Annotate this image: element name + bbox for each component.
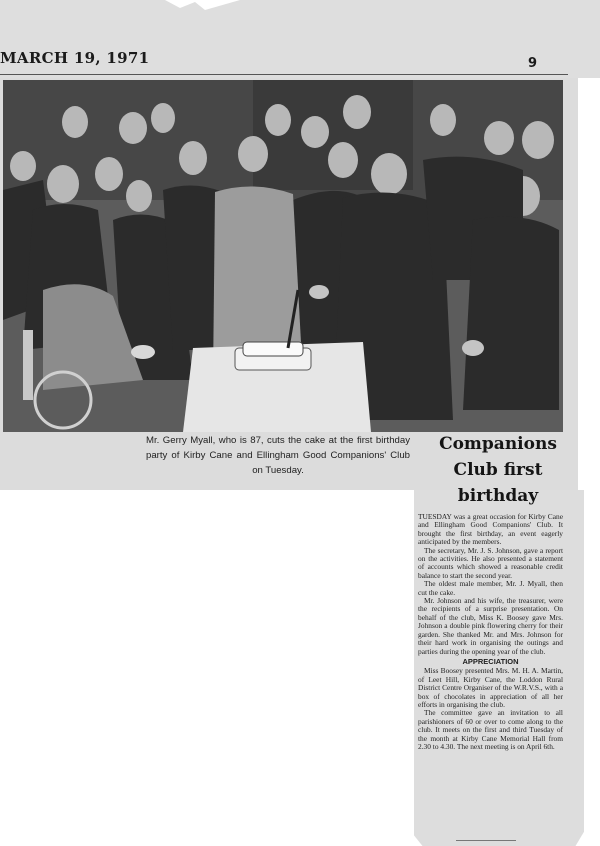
photo-caption: Mr. Gerry Myall, who is 87, cuts the cake at the first birthday party of Kirby Cane and Ellingham Good Companions' Club on Tuesday.: [146, 435, 410, 476]
issue-date: MARCH 19, 1971: [0, 49, 150, 67]
group-photo: [3, 80, 563, 432]
article-paragraph: Mr. Johnson and his wife, the treasurer, were the recipients of a surprise presentation. On behalf of the club, Miss K. Boosey gave Mrs. Johnson a double pink flowering cherry for their garden. She thanked Mr. and Mrs. Johnson for their hard work in organising the outings and parties during the opening year of the club.: [418, 596, 563, 656]
article-paragraph: Miss Boosey presented Mrs. M. H. A. Martin, of Leet Hill, Kirby Cane, the Loddon Rural District Centre Organiser of the W.R.V.S., with a box of chocolates in appreciation of all her efforts in organising the club.: [418, 666, 563, 709]
article-subheading: APPRECIATION: [462, 656, 519, 666]
article-paragraph: The committee gave an invitation to all parishioners of 60 or over to come along to the club. It meets on the first and third Tuesday of the month at Kirby Cane Memorial Hall from 2.30 to 4.30. The next meeting is on April 6th.: [418, 708, 563, 751]
article-paragraph: The secretary, Mr. J. S. Johnson, gave a report on the activities. He also presented a statement of accounts which showed a reasonable credit balance to start the second year.: [418, 545, 563, 580]
page-number: 9: [528, 56, 538, 71]
header-rule: [0, 74, 568, 75]
article-paragraph: The oldest male member, Mr. J. Myall, then cut the cake.: [418, 579, 563, 597]
article-paragraph: TUESDAY was a great occasion for Kirby Cane and Ellingham Good Companions' Club. It brought the first birthday, an event eagerly anticipated by the members.: [418, 512, 563, 547]
article-body: [418, 513, 563, 751]
column-end-rule: [456, 840, 516, 841]
group-photo-icon: [3, 80, 563, 432]
article-headline: Companions Club first birthday: [439, 434, 557, 506]
